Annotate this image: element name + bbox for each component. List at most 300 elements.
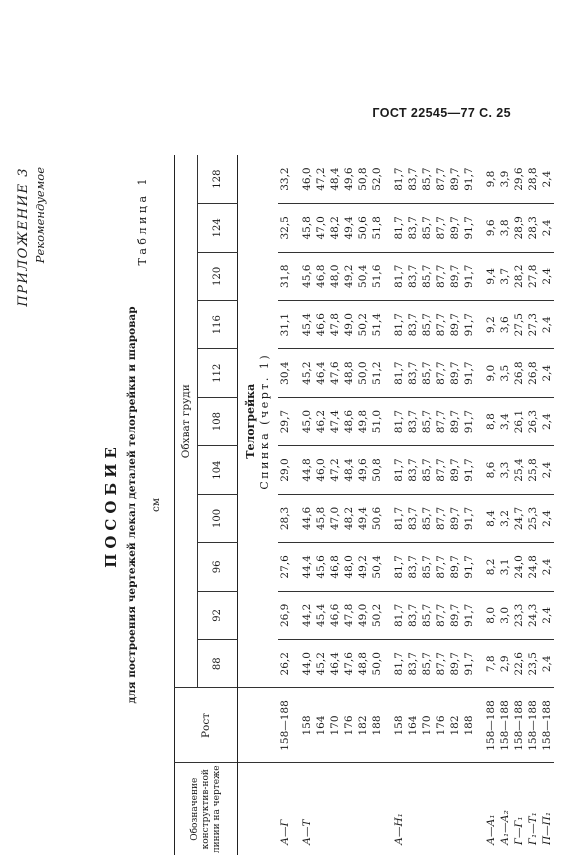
table-row xyxy=(462,155,476,855)
value-cell: 8,6 xyxy=(484,446,498,494)
value-cell: 89,7 xyxy=(448,155,462,204)
value-cell: 81,7 xyxy=(392,446,406,494)
value-cell: 89,7 xyxy=(448,349,462,397)
value-cell: 30,4 xyxy=(278,349,292,397)
table-row xyxy=(526,155,540,855)
row-designation: А—Т xyxy=(301,819,313,845)
value-cell: 9,4 xyxy=(484,252,498,300)
value-cell: 45,8 xyxy=(300,204,314,252)
spacer-cell xyxy=(292,763,300,855)
value-cell: 44,0 xyxy=(300,640,314,688)
row-designation xyxy=(328,763,342,855)
spacer-cell xyxy=(292,446,300,494)
spacer-cell xyxy=(292,543,300,591)
value-cell: 3,6 xyxy=(498,301,512,349)
value-cell: 83,7 xyxy=(406,252,420,300)
row-height: 182 xyxy=(356,688,370,763)
value-cell: 24,0 xyxy=(512,543,526,591)
chest-size-header: 112 xyxy=(198,349,238,397)
chest-size-header: 116 xyxy=(198,301,238,349)
value-cell: 7,8 xyxy=(484,640,498,688)
value-cell: 45,6 xyxy=(300,252,314,300)
chest-size-header: 108 xyxy=(198,397,238,445)
value-cell: 24,8 xyxy=(526,543,540,591)
value-cell: 2,4 xyxy=(540,349,554,397)
value-cell: 91,7 xyxy=(462,397,476,445)
spacer-cell xyxy=(384,204,392,252)
spacer-cell xyxy=(292,688,300,763)
value-cell: 83,7 xyxy=(406,543,420,591)
value-cell: 48,4 xyxy=(328,155,342,204)
value-cell: 8,8 xyxy=(484,397,498,445)
value-cell: 25,4 xyxy=(512,446,526,494)
value-cell: 46,6 xyxy=(328,591,342,639)
document-subtitle: для построения чертежей лекал деталей телогрейки и шаровар xyxy=(126,306,138,704)
value-cell: 47,0 xyxy=(328,494,342,542)
value-cell: 3,7 xyxy=(498,252,512,300)
value-cell: 91,7 xyxy=(462,349,476,397)
spacer-cell xyxy=(476,543,484,591)
value-cell: 8,2 xyxy=(484,543,498,591)
row-height: 164 xyxy=(406,688,420,763)
value-cell: 51,0 xyxy=(370,397,384,445)
value-cell: 9,6 xyxy=(484,204,498,252)
value-cell: 8,4 xyxy=(484,494,498,542)
table-row xyxy=(498,155,512,855)
spacer-cell xyxy=(384,349,392,397)
measurement-table xyxy=(174,155,554,855)
row-height: 188 xyxy=(462,688,476,763)
chest-size-header: 120 xyxy=(198,252,238,300)
value-cell: 8,0 xyxy=(484,591,498,639)
table-row xyxy=(328,155,342,855)
value-cell: 45,6 xyxy=(314,543,328,591)
spacer-cell xyxy=(238,688,259,763)
row-height: 158—188 xyxy=(484,688,498,763)
value-cell: 28,2 xyxy=(512,252,526,300)
value-cell: 3,4 xyxy=(498,397,512,445)
spacer-cell xyxy=(292,204,300,252)
value-cell: 2,4 xyxy=(540,591,554,639)
spacer-cell xyxy=(384,301,392,349)
value-cell: 49,4 xyxy=(342,204,356,252)
value-cell: 85,7 xyxy=(420,494,434,542)
value-cell: 3,5 xyxy=(498,349,512,397)
value-cell: 46,8 xyxy=(314,252,328,300)
spacer-cell xyxy=(292,301,300,349)
value-cell: 89,7 xyxy=(448,252,462,300)
value-cell: 2,4 xyxy=(540,204,554,252)
value-cell: 47,2 xyxy=(314,155,328,204)
value-cell: 51,2 xyxy=(370,349,384,397)
appendix-subtitle: Рекомендуемое xyxy=(33,167,47,264)
table-row xyxy=(300,155,314,855)
value-cell: 87,7 xyxy=(434,397,448,445)
value-cell: 83,7 xyxy=(406,155,420,204)
value-cell: 83,7 xyxy=(406,301,420,349)
value-cell: 46,2 xyxy=(314,397,328,445)
value-cell: 50,0 xyxy=(356,349,370,397)
row-height: 158—188 xyxy=(512,688,526,763)
value-cell: 44,6 xyxy=(300,494,314,542)
value-cell: 45,2 xyxy=(300,349,314,397)
row-designation: П—П₁ xyxy=(541,811,553,845)
value-cell: 2,4 xyxy=(540,397,554,445)
row-height: 158—188 xyxy=(540,688,554,763)
table-row xyxy=(484,155,498,855)
chest-size-header: 92 xyxy=(198,591,238,639)
spacer-cell xyxy=(384,155,392,204)
table-row xyxy=(356,155,370,855)
value-cell: 45,8 xyxy=(314,494,328,542)
header-height: Рост xyxy=(175,688,238,763)
value-cell: 26,3 xyxy=(526,397,540,445)
value-cell: 29,7 xyxy=(278,397,292,445)
row-height: 158 xyxy=(392,688,406,763)
value-cell: 46,4 xyxy=(328,640,342,688)
table-row xyxy=(314,155,328,855)
value-cell: 47,8 xyxy=(328,301,342,349)
row-designation: Г₁—Т₁ xyxy=(527,812,539,845)
value-cell: 29,6 xyxy=(512,155,526,204)
table-row xyxy=(278,155,292,855)
row-height: 158—188 xyxy=(278,688,292,763)
value-cell: 3,1 xyxy=(498,543,512,591)
value-cell: 33,2 xyxy=(278,155,292,204)
value-cell: 3,8 xyxy=(498,204,512,252)
value-cell: 47,4 xyxy=(328,397,342,445)
value-cell: 51,8 xyxy=(370,204,384,252)
value-cell: 28,8 xyxy=(526,155,540,204)
value-cell: 2,4 xyxy=(540,301,554,349)
value-cell: 48,2 xyxy=(328,204,342,252)
value-cell: 85,7 xyxy=(420,446,434,494)
value-cell: 24,3 xyxy=(526,591,540,639)
value-cell: 83,7 xyxy=(406,349,420,397)
spacer-cell xyxy=(292,591,300,639)
value-cell: 91,7 xyxy=(462,155,476,204)
header-chest-girth: Обхват груди xyxy=(175,155,198,688)
value-cell: 45,0 xyxy=(300,397,314,445)
value-cell: 85,7 xyxy=(420,640,434,688)
chest-size-header: 128 xyxy=(198,155,238,204)
spacer-cell xyxy=(476,763,484,855)
value-cell: 87,7 xyxy=(434,640,448,688)
value-cell: 48,4 xyxy=(342,446,356,494)
row-height: 158 xyxy=(300,688,314,763)
value-cell: 48,0 xyxy=(342,543,356,591)
section-subtitle: Спинка (черт. 1) xyxy=(258,155,278,688)
value-cell: 49,2 xyxy=(356,543,370,591)
value-cell: 2,4 xyxy=(540,155,554,204)
row-height: 182 xyxy=(448,688,462,763)
spacer-cell xyxy=(476,446,484,494)
value-cell: 47,6 xyxy=(328,349,342,397)
value-cell: 50,0 xyxy=(370,640,384,688)
value-cell: 48,0 xyxy=(328,252,342,300)
spacer-cell xyxy=(476,591,484,639)
value-cell: 3,9 xyxy=(498,155,512,204)
value-cell: 23,3 xyxy=(512,591,526,639)
value-cell: 87,7 xyxy=(434,204,448,252)
value-cell: 83,7 xyxy=(406,640,420,688)
value-cell: 27,3 xyxy=(526,301,540,349)
value-cell: 25,8 xyxy=(526,446,540,494)
row-height: 188 xyxy=(370,688,384,763)
value-cell: 47,8 xyxy=(342,591,356,639)
value-cell: 83,7 xyxy=(406,446,420,494)
value-cell: 83,7 xyxy=(406,591,420,639)
spacer-cell xyxy=(476,301,484,349)
value-cell: 91,7 xyxy=(462,301,476,349)
chest-size-header: 104 xyxy=(198,446,238,494)
spacer-cell xyxy=(292,494,300,542)
value-cell: 81,7 xyxy=(392,301,406,349)
row-designation: Г—Г₁ xyxy=(513,816,525,845)
value-cell: 48,6 xyxy=(342,397,356,445)
value-cell: 45,2 xyxy=(314,640,328,688)
value-cell: 81,7 xyxy=(392,591,406,639)
value-cell: 2,9 xyxy=(498,640,512,688)
value-cell: 26,8 xyxy=(512,349,526,397)
value-cell: 48,8 xyxy=(356,640,370,688)
value-cell: 89,7 xyxy=(448,397,462,445)
row-designation xyxy=(342,763,356,855)
value-cell: 91,7 xyxy=(462,494,476,542)
value-cell: 50,6 xyxy=(356,204,370,252)
chest-size-header: 124 xyxy=(198,204,238,252)
value-cell: 87,7 xyxy=(434,591,448,639)
spacer-cell xyxy=(258,763,278,855)
value-cell: 31,1 xyxy=(278,301,292,349)
row-designation: А—А₁ xyxy=(485,814,497,845)
value-cell: 50,2 xyxy=(370,591,384,639)
value-cell: 3,0 xyxy=(498,591,512,639)
value-cell: 87,7 xyxy=(434,349,448,397)
value-cell: 87,7 xyxy=(434,155,448,204)
value-cell: 27,5 xyxy=(512,301,526,349)
value-cell: 51,6 xyxy=(370,252,384,300)
value-cell: 52,0 xyxy=(370,155,384,204)
value-cell: 85,7 xyxy=(420,301,434,349)
row-designation: А—Н₁ xyxy=(393,813,405,845)
spacer-cell xyxy=(292,349,300,397)
value-cell: 50,2 xyxy=(356,301,370,349)
value-cell: 46,8 xyxy=(328,543,342,591)
chest-size-header: 100 xyxy=(198,494,238,542)
document-title: ПОСОБИЕ xyxy=(102,442,120,568)
row-designation xyxy=(406,763,420,855)
value-cell: 91,7 xyxy=(462,446,476,494)
value-cell: 24,7 xyxy=(512,494,526,542)
value-cell: 28,3 xyxy=(278,494,292,542)
value-cell: 49,0 xyxy=(356,591,370,639)
value-cell: 31,8 xyxy=(278,252,292,300)
value-cell: 87,7 xyxy=(434,543,448,591)
value-cell: 46,0 xyxy=(300,155,314,204)
value-cell: 46,0 xyxy=(314,446,328,494)
value-cell: 48,2 xyxy=(342,494,356,542)
value-cell: 49,8 xyxy=(356,397,370,445)
value-cell: 89,7 xyxy=(448,591,462,639)
section-title: Телогрейка xyxy=(238,155,259,688)
header-designation: Обозначение конструктив-ной линии на чертеже xyxy=(175,763,238,855)
table-row xyxy=(540,155,554,855)
value-cell: 46,6 xyxy=(314,301,328,349)
spacer-cell xyxy=(384,252,392,300)
value-cell: 45,4 xyxy=(300,301,314,349)
spacer-cell xyxy=(384,763,392,855)
value-cell: 44,8 xyxy=(300,446,314,494)
spacer-cell xyxy=(476,155,484,204)
value-cell: 2,4 xyxy=(540,446,554,494)
spacer-cell xyxy=(476,494,484,542)
value-cell: 85,7 xyxy=(420,397,434,445)
value-cell: 29,0 xyxy=(278,446,292,494)
row-designation xyxy=(314,763,328,855)
page-header: ГОСТ 22545—77 С. 25 xyxy=(372,106,511,120)
value-cell: 49,6 xyxy=(356,446,370,494)
value-cell: 89,7 xyxy=(448,446,462,494)
value-cell: 27,8 xyxy=(526,252,540,300)
spacer-cell xyxy=(476,204,484,252)
value-cell: 81,7 xyxy=(392,252,406,300)
spacer-cell xyxy=(384,591,392,639)
value-cell: 81,7 xyxy=(392,349,406,397)
value-cell: 26,9 xyxy=(278,591,292,639)
value-cell: 81,7 xyxy=(392,543,406,591)
value-cell: 49,2 xyxy=(342,252,356,300)
value-cell: 9,8 xyxy=(484,155,498,204)
value-cell: 3,3 xyxy=(498,446,512,494)
value-cell: 51,4 xyxy=(370,301,384,349)
row-height: 176 xyxy=(434,688,448,763)
table-row xyxy=(392,155,406,855)
value-cell: 44,2 xyxy=(300,591,314,639)
value-cell: 32,5 xyxy=(278,204,292,252)
value-cell: 26,1 xyxy=(512,397,526,445)
value-cell: 50,6 xyxy=(370,494,384,542)
value-cell: 89,7 xyxy=(448,204,462,252)
value-cell: 85,7 xyxy=(420,543,434,591)
spacer-cell xyxy=(476,397,484,445)
appendix-title: ПРИЛОЖЕНИЕ 3 xyxy=(16,167,31,307)
value-cell: 91,7 xyxy=(462,640,476,688)
row-height: 164 xyxy=(314,688,328,763)
row-height: 158—188 xyxy=(526,688,540,763)
row-height: 170 xyxy=(328,688,342,763)
value-cell: 47,0 xyxy=(314,204,328,252)
row-designation xyxy=(448,763,462,855)
table-row xyxy=(448,155,462,855)
value-cell: 81,7 xyxy=(392,204,406,252)
value-cell: 87,7 xyxy=(434,494,448,542)
value-cell: 83,7 xyxy=(406,494,420,542)
value-cell: 2,4 xyxy=(540,494,554,542)
value-cell: 85,7 xyxy=(420,349,434,397)
spacer-cell xyxy=(238,763,259,855)
row-height: 176 xyxy=(342,688,356,763)
spacer-cell xyxy=(476,252,484,300)
value-cell: 26,2 xyxy=(278,640,292,688)
appendix-block xyxy=(16,167,47,307)
value-cell: 81,7 xyxy=(392,494,406,542)
spacer-cell xyxy=(384,543,392,591)
value-cell: 85,7 xyxy=(420,155,434,204)
table-row xyxy=(512,155,526,855)
value-cell: 49,6 xyxy=(342,155,356,204)
value-cell: 83,7 xyxy=(406,397,420,445)
value-cell: 85,7 xyxy=(420,252,434,300)
value-cell: 81,7 xyxy=(392,397,406,445)
value-cell: 9,0 xyxy=(484,349,498,397)
value-cell: 45,4 xyxy=(314,591,328,639)
value-cell: 28,3 xyxy=(526,204,540,252)
value-cell: 91,7 xyxy=(462,543,476,591)
value-cell: 85,7 xyxy=(420,204,434,252)
spacer-cell xyxy=(292,252,300,300)
value-cell: 44,4 xyxy=(300,543,314,591)
value-cell: 46,4 xyxy=(314,349,328,397)
row-designation xyxy=(420,763,434,855)
value-cell: 9,2 xyxy=(484,301,498,349)
value-cell: 48,8 xyxy=(342,349,356,397)
spacer-cell xyxy=(292,640,300,688)
value-cell: 22,6 xyxy=(512,640,526,688)
spacer-cell xyxy=(476,688,484,763)
value-cell: 89,7 xyxy=(448,494,462,542)
spacer-cell xyxy=(258,688,278,763)
value-cell: 49,4 xyxy=(356,494,370,542)
value-cell: 89,7 xyxy=(448,640,462,688)
row-height: 158—188 xyxy=(498,688,512,763)
value-cell: 91,7 xyxy=(462,591,476,639)
spacer-cell xyxy=(384,494,392,542)
row-designation xyxy=(462,763,476,855)
value-cell: 23,5 xyxy=(526,640,540,688)
spacer-cell xyxy=(384,397,392,445)
value-cell: 2,4 xyxy=(540,640,554,688)
spacer-cell xyxy=(384,446,392,494)
value-cell: 85,7 xyxy=(420,591,434,639)
value-cell: 47,2 xyxy=(328,446,342,494)
value-cell: 28,9 xyxy=(512,204,526,252)
value-cell: 3,2 xyxy=(498,494,512,542)
table-row xyxy=(406,155,420,855)
row-designation: А₁—А₂ xyxy=(499,810,511,845)
value-cell: 47,6 xyxy=(342,640,356,688)
rotated-page-content xyxy=(16,155,553,855)
value-cell: 2,4 xyxy=(540,543,554,591)
row-designation xyxy=(434,763,448,855)
value-cell: 49,0 xyxy=(342,301,356,349)
row-designation: А—Г xyxy=(279,819,291,845)
table-row xyxy=(370,155,384,855)
value-cell: 81,7 xyxy=(392,640,406,688)
row-height: 170 xyxy=(420,688,434,763)
chest-size-header: 96 xyxy=(198,543,238,591)
row-designation xyxy=(370,763,384,855)
title-block xyxy=(102,155,162,855)
chest-size-header: 88 xyxy=(198,640,238,688)
value-cell: 50,4 xyxy=(356,252,370,300)
value-cell: 89,7 xyxy=(448,301,462,349)
spacer-cell xyxy=(476,640,484,688)
table-row xyxy=(434,155,448,855)
value-cell: 91,7 xyxy=(462,252,476,300)
value-cell: 25,3 xyxy=(526,494,540,542)
value-cell: 50,8 xyxy=(356,155,370,204)
